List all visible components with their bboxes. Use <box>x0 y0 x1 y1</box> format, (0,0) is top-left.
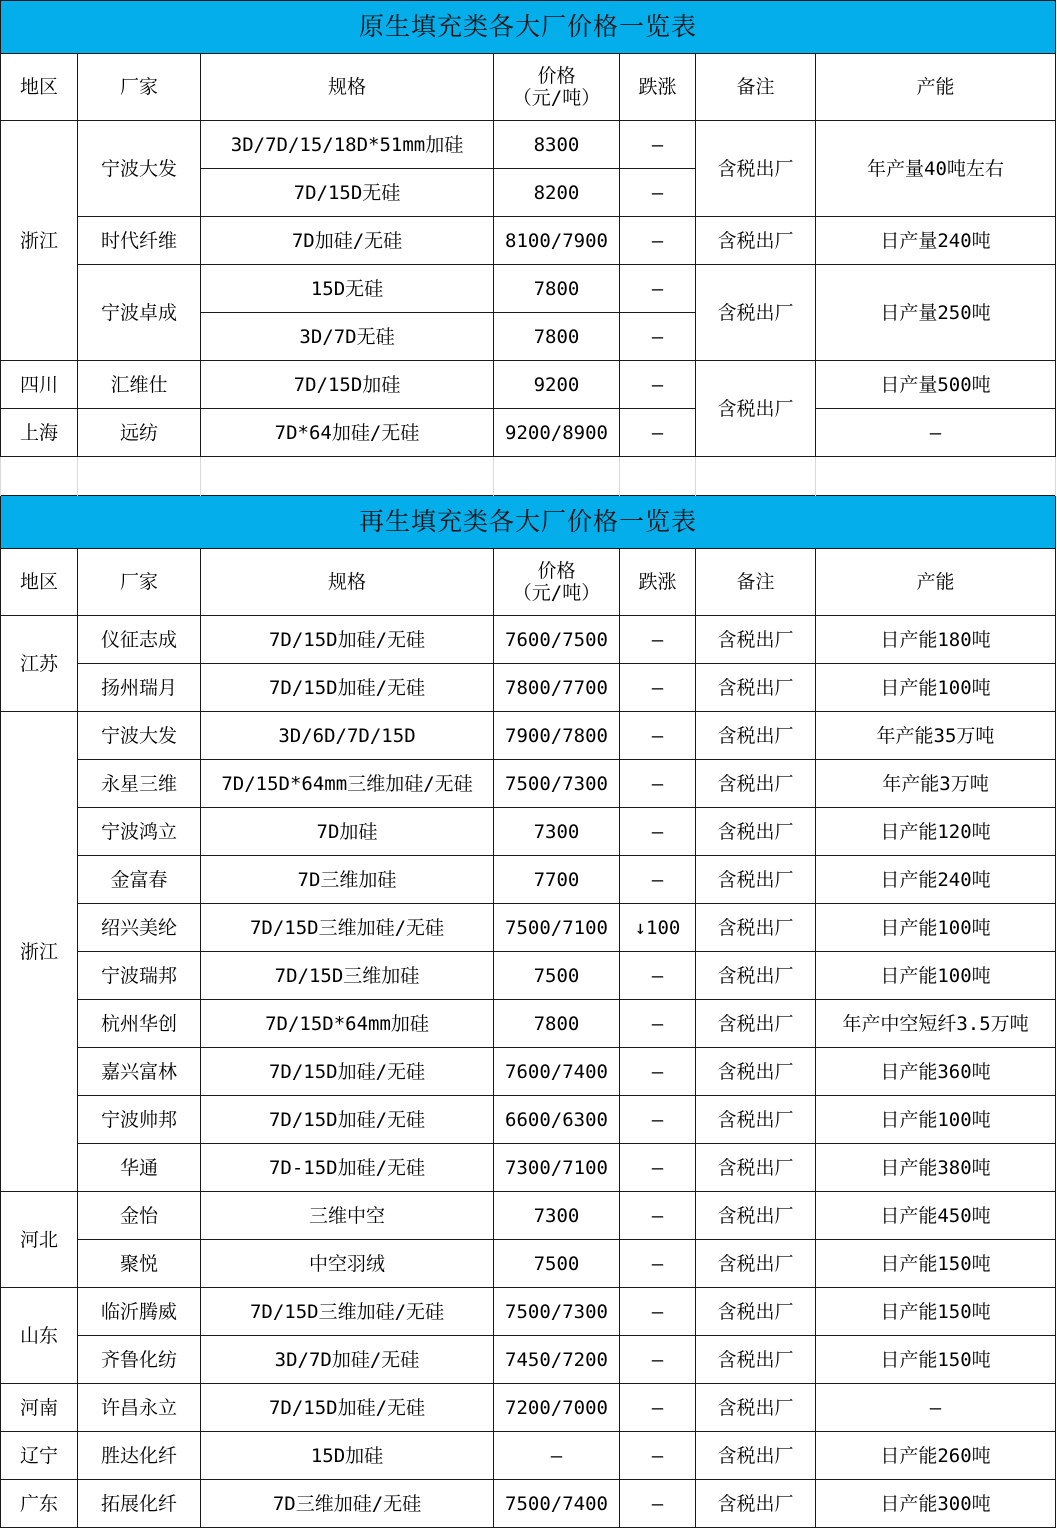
capacity-cell: 日产能100吨 <box>816 664 1056 712</box>
price-cell: 7300/7100 <box>494 1144 620 1192</box>
table-row <box>1 712 1056 760</box>
spec-cell: 7D/15D加硅/无硅 <box>201 1048 494 1096</box>
capacity-cell: 日产能100吨 <box>816 1096 1056 1144</box>
spec-cell: 7D/15D加硅 <box>201 361 494 409</box>
maker-cell: 扬州瑞月 <box>78 664 201 712</box>
header-capacity: 产能 <box>816 54 1056 121</box>
maker-cell: 宁波大发 <box>78 121 201 217</box>
header-spec: 规格 <box>201 549 494 616</box>
change-cell: — <box>620 121 696 169</box>
price-cell: 7450/7200 <box>494 1336 620 1384</box>
header-capacity: 产能 <box>816 549 1056 616</box>
note-cell: 含税出厂 <box>696 265 816 361</box>
table-row <box>1 616 1056 664</box>
maker-cell: 宁波瑞邦 <box>78 952 201 1000</box>
note-cell: 含税出厂 <box>696 361 816 457</box>
change-cell: — <box>620 169 696 217</box>
spec-cell: 三维中空 <box>201 1192 494 1240</box>
spacer-cell <box>78 457 201 496</box>
maker-cell: 许昌永立 <box>78 1384 201 1432</box>
table-row <box>1 1336 1056 1384</box>
capacity-cell: 年产量40吨左右 <box>816 121 1056 217</box>
header-price <box>494 549 620 616</box>
price-cell: 9200 <box>494 361 620 409</box>
header-price-label: 价格 <box>537 65 576 87</box>
table-row <box>1 1096 1056 1144</box>
header-note: 备注 <box>696 54 816 121</box>
capacity-cell: 日产能360吨 <box>816 1048 1056 1096</box>
spec-cell: 7D/15D加硅/无硅 <box>201 664 494 712</box>
price-cell: 8300 <box>494 121 620 169</box>
note-cell: 含税出厂 <box>696 856 816 904</box>
capacity-cell: 日产量250吨 <box>816 265 1056 361</box>
region-cell: 江苏 <box>1 616 78 712</box>
price-cell: 7800 <box>494 1000 620 1048</box>
table-row <box>1 409 1056 457</box>
capacity-cell: 日产能300吨 <box>816 1480 1056 1528</box>
maker-cell: 聚悦 <box>78 1240 201 1288</box>
spacer-row <box>1 457 1056 496</box>
change-cell: — <box>620 712 696 760</box>
change-cell: — <box>620 265 696 313</box>
capacity-cell: 日产能100吨 <box>816 952 1056 1000</box>
header-price-unit: （元/吨） <box>512 582 601 604</box>
spec-cell: 7D/15D三维加硅 <box>201 952 494 1000</box>
note-cell: 含税出厂 <box>696 1240 816 1288</box>
spec-cell: 7D/15D加硅/无硅 <box>201 1096 494 1144</box>
table2-title: 再生填充类各大厂价格一览表 <box>1 496 1056 549</box>
table-row <box>1 1144 1056 1192</box>
spec-cell: 7D-15D加硅/无硅 <box>201 1144 494 1192</box>
region-cell: 河北 <box>1 1192 78 1288</box>
spacer-cell <box>696 457 816 496</box>
change-cell: — <box>620 616 696 664</box>
spacer-cell <box>1 457 78 496</box>
change-cell: — <box>620 409 696 457</box>
table-row <box>1 1240 1056 1288</box>
region-cell: 浙江 <box>1 712 78 1192</box>
note-cell: 含税出厂 <box>696 664 816 712</box>
price-cell: 7700 <box>494 856 620 904</box>
note-cell: 含税出厂 <box>696 1000 816 1048</box>
table-row <box>1 361 1056 409</box>
capacity-cell: 日产量240吨 <box>816 217 1056 265</box>
header-region: 地区 <box>1 54 78 121</box>
note-cell: 含税出厂 <box>696 952 816 1000</box>
region-cell: 广东 <box>1 1480 78 1528</box>
table-row <box>1 856 1056 904</box>
region-cell: 四川 <box>1 361 78 409</box>
price-cell: 8100/7900 <box>494 217 620 265</box>
spec-cell: 7D三维加硅 <box>201 856 494 904</box>
maker-cell: 华通 <box>78 1144 201 1192</box>
price-cell: 7900/7800 <box>494 712 620 760</box>
table2-header-row <box>1 549 1056 616</box>
change-cell: — <box>620 217 696 265</box>
capacity-cell: 日产能150吨 <box>816 1240 1056 1288</box>
capacity-cell: 年产能3万吨 <box>816 760 1056 808</box>
price-cell: 7300 <box>494 1192 620 1240</box>
maker-cell: 宁波大发 <box>78 712 201 760</box>
price-cell: 7600/7400 <box>494 1048 620 1096</box>
header-maker: 厂家 <box>78 54 201 121</box>
capacity-cell: — <box>816 409 1056 457</box>
note-cell: 含税出厂 <box>696 1288 816 1336</box>
price-cell: 6600/6300 <box>494 1096 620 1144</box>
spec-cell: 中空羽绒 <box>201 1240 494 1288</box>
header-maker: 厂家 <box>78 549 201 616</box>
note-cell: 含税出厂 <box>696 1192 816 1240</box>
maker-cell: 齐鲁化纺 <box>78 1336 201 1384</box>
header-note: 备注 <box>696 549 816 616</box>
header-price <box>494 54 620 121</box>
price-cell: 7500/7400 <box>494 1480 620 1528</box>
note-cell: 含税出厂 <box>696 1096 816 1144</box>
note-cell: 含税出厂 <box>696 904 816 952</box>
capacity-cell: 日产量500吨 <box>816 361 1056 409</box>
capacity-cell: 日产能240吨 <box>816 856 1056 904</box>
maker-cell: 金富春 <box>78 856 201 904</box>
capacity-cell: 日产能260吨 <box>816 1432 1056 1480</box>
header-region: 地区 <box>1 549 78 616</box>
table-row <box>1 760 1056 808</box>
capacity-cell: 日产能150吨 <box>816 1288 1056 1336</box>
capacity-cell: — <box>816 1384 1056 1432</box>
capacity-cell: 日产能380吨 <box>816 1144 1056 1192</box>
price-cell: 9200/8900 <box>494 409 620 457</box>
maker-cell: 胜达化纤 <box>78 1432 201 1480</box>
capacity-cell: 年产中空短纤3.5万吨 <box>816 1000 1056 1048</box>
price-cell: 7600/7500 <box>494 616 620 664</box>
capacity-cell: 日产能180吨 <box>816 616 1056 664</box>
capacity-cell: 日产能450吨 <box>816 1192 1056 1240</box>
maker-cell: 拓展化纤 <box>78 1480 201 1528</box>
change-cell: — <box>620 1000 696 1048</box>
change-cell: — <box>620 1288 696 1336</box>
table-row <box>1 1432 1056 1480</box>
spacer-cell <box>816 457 1056 496</box>
maker-cell: 绍兴美纶 <box>78 904 201 952</box>
price-cell: 7800 <box>494 313 620 361</box>
capacity-cell: 日产能120吨 <box>816 808 1056 856</box>
header-change: 跌涨 <box>620 549 696 616</box>
spec-cell: 7D/15D无硅 <box>201 169 494 217</box>
spec-cell: 7D三维加硅/无硅 <box>201 1480 494 1528</box>
table-row <box>1 217 1056 265</box>
region-cell: 河南 <box>1 1384 78 1432</box>
maker-cell: 金怡 <box>78 1192 201 1240</box>
maker-cell: 宁波帅邦 <box>78 1096 201 1144</box>
note-cell: 含税出厂 <box>696 121 816 217</box>
price-cell: 7300 <box>494 808 620 856</box>
change-cell: — <box>620 1096 696 1144</box>
maker-cell: 仪征志成 <box>78 616 201 664</box>
note-cell: 含税出厂 <box>696 1480 816 1528</box>
spec-cell: 7D加硅 <box>201 808 494 856</box>
maker-cell: 远纺 <box>78 409 201 457</box>
price-cell: 7500/7300 <box>494 760 620 808</box>
region-cell: 山东 <box>1 1288 78 1384</box>
change-cell: — <box>620 1384 696 1432</box>
price-cell: 7800/7700 <box>494 664 620 712</box>
region-cell: 浙江 <box>1 121 78 361</box>
capacity-cell: 日产能100吨 <box>816 904 1056 952</box>
table-row <box>1 1384 1056 1432</box>
table-row <box>1 1192 1056 1240</box>
maker-cell: 宁波鸿立 <box>78 808 201 856</box>
header-spec: 规格 <box>201 54 494 121</box>
note-cell: 含税出厂 <box>696 1144 816 1192</box>
table-row <box>1 664 1056 712</box>
note-cell: 含税出厂 <box>696 616 816 664</box>
change-cell: — <box>620 1336 696 1384</box>
spec-cell: 3D/7D无硅 <box>201 313 494 361</box>
spec-cell: 7D加硅/无硅 <box>201 217 494 265</box>
note-cell: 含税出厂 <box>696 712 816 760</box>
table-row <box>1 1288 1056 1336</box>
header-change: 跌涨 <box>620 54 696 121</box>
note-cell: 含税出厂 <box>696 1432 816 1480</box>
table1-title: 原生填充类各大厂价格一览表 <box>1 1 1056 54</box>
spec-cell: 7D/15D三维加硅/无硅 <box>201 904 494 952</box>
change-cell: — <box>620 1240 696 1288</box>
change-cell: — <box>620 1432 696 1480</box>
capacity-cell: 日产能150吨 <box>816 1336 1056 1384</box>
note-cell: 含税出厂 <box>696 1384 816 1432</box>
table-row <box>1 904 1056 952</box>
maker-cell: 永星三维 <box>78 760 201 808</box>
capacity-cell: 年产能35万吨 <box>816 712 1056 760</box>
change-cell: — <box>620 1480 696 1528</box>
price-cell: 7500 <box>494 952 620 1000</box>
table-row <box>1 265 1056 313</box>
change-cell: — <box>620 760 696 808</box>
price-cell: 7800 <box>494 265 620 313</box>
change-cell: — <box>620 1192 696 1240</box>
table-row <box>1 1048 1056 1096</box>
note-cell: 含税出厂 <box>696 217 816 265</box>
region-cell: 辽宁 <box>1 1432 78 1480</box>
change-cell: ↓100 <box>620 904 696 952</box>
change-cell: — <box>620 313 696 361</box>
change-cell: — <box>620 1144 696 1192</box>
spacer-cell <box>620 457 696 496</box>
spacer-cell <box>494 457 620 496</box>
table1-header-row <box>1 54 1056 121</box>
spec-cell: 3D/6D/7D/15D <box>201 712 494 760</box>
header-price-label: 价格 <box>537 560 576 582</box>
table-row <box>1 1480 1056 1528</box>
note-cell: 含税出厂 <box>696 1336 816 1384</box>
region-cell: 上海 <box>1 409 78 457</box>
price-cell: 7500 <box>494 1240 620 1288</box>
change-cell: — <box>620 856 696 904</box>
note-cell: 含税出厂 <box>696 808 816 856</box>
maker-cell: 杭州华创 <box>78 1000 201 1048</box>
price-cell: — <box>494 1432 620 1480</box>
table-row <box>1 1000 1056 1048</box>
spacer-cell <box>201 457 494 496</box>
spec-cell: 7D*64加硅/无硅 <box>201 409 494 457</box>
change-cell: — <box>620 664 696 712</box>
header-price-unit: （元/吨） <box>512 87 601 109</box>
table1-title-row <box>1 1 1056 54</box>
maker-cell: 时代纤维 <box>78 217 201 265</box>
maker-cell: 临沂腾威 <box>78 1288 201 1336</box>
spec-cell: 15D无硅 <box>201 265 494 313</box>
maker-cell: 宁波卓成 <box>78 265 201 361</box>
spec-cell: 7D/15D加硅/无硅 <box>201 616 494 664</box>
spec-cell: 15D加硅 <box>201 1432 494 1480</box>
spec-cell: 7D/15D加硅/无硅 <box>201 1384 494 1432</box>
price-cell: 7500/7100 <box>494 904 620 952</box>
price-cell: 8200 <box>494 169 620 217</box>
change-cell: — <box>620 361 696 409</box>
spec-cell: 7D/15D*64mm加硅 <box>201 1000 494 1048</box>
spec-cell: 7D/15D*64mm三维加硅/无硅 <box>201 760 494 808</box>
price-cell: 7500/7300 <box>494 1288 620 1336</box>
maker-cell: 嘉兴富林 <box>78 1048 201 1096</box>
table-row <box>1 808 1056 856</box>
change-cell: — <box>620 1048 696 1096</box>
note-cell: 含税出厂 <box>696 760 816 808</box>
maker-cell: 汇维仕 <box>78 361 201 409</box>
table-row <box>1 121 1056 169</box>
change-cell: — <box>620 952 696 1000</box>
table2-title-row <box>1 496 1056 549</box>
spec-cell: 3D/7D/15/18D*51mm加硅 <box>201 121 494 169</box>
table-row <box>1 952 1056 1000</box>
note-cell: 含税出厂 <box>696 1048 816 1096</box>
spec-cell: 3D/7D加硅/无硅 <box>201 1336 494 1384</box>
price-cell: 7200/7000 <box>494 1384 620 1432</box>
spec-cell: 7D/15D三维加硅/无硅 <box>201 1288 494 1336</box>
change-cell: — <box>620 808 696 856</box>
